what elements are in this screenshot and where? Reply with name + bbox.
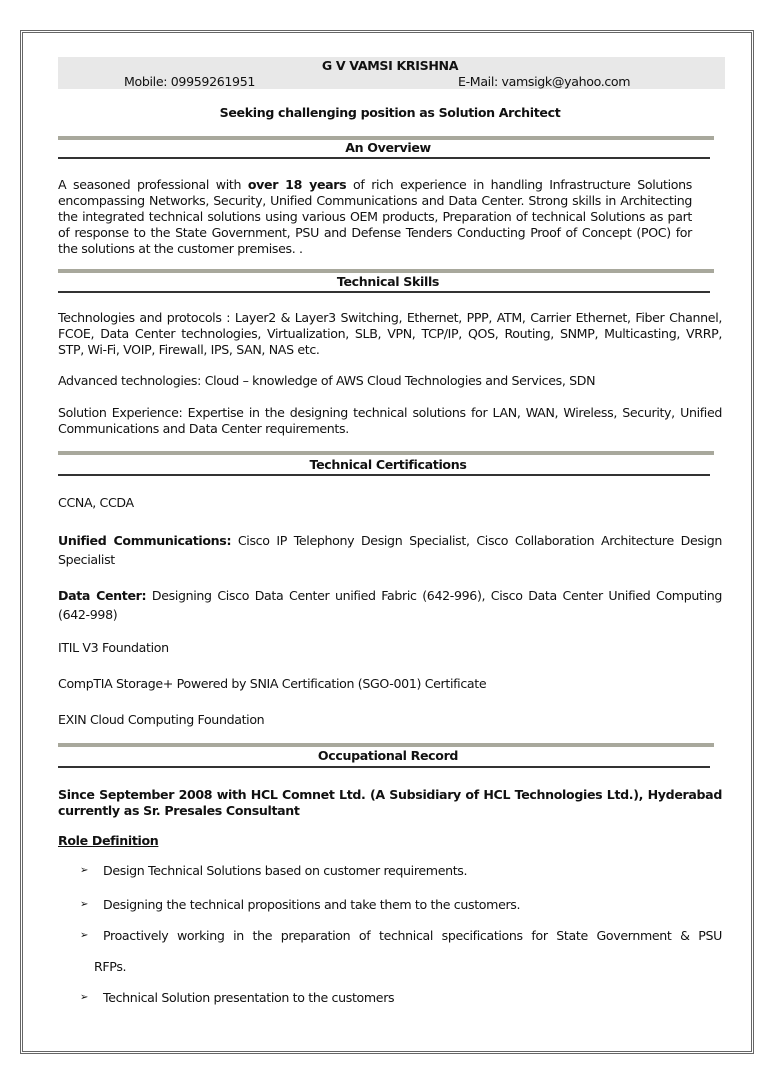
cert-dc-text: Designing Cisco Data Center unified Fabric (642-996), Cisco Data Center Unified Computing (642-998) [58,588,723,622]
overview-post: of rich experience in handling Infrastructure Solutions encompassing Networks, Security, Unified Communications and Data Center. Strong skills in Architecting the integrated technical solutions using various OEM products, Preparation of technical Solutions as part of response to the State Government, PSU and Defense Tenders Conducting Proof of Concept (POC) for the solutions at the customer premises. . [58,177,692,256]
cert-uc [58,531,722,569]
arrow-bullet-icon: ➢ [80,992,89,1003]
divider [58,269,714,273]
section-heading-overview: An Overview [345,140,431,155]
list-item [80,897,722,913]
arrow-bullet-icon: ➢ [80,930,89,941]
section-heading-certs: Technical Certifications [309,457,467,472]
overview-pre: A seasoned professional with [58,177,248,192]
divider [58,743,714,747]
arrow-bullet-icon: ➢ [80,865,89,876]
cert-itil: ITIL V3 Foundation [58,640,169,655]
cert-exin: EXIN Cloud Computing Foundation [58,712,265,727]
bullet-text: Proactively working in the preparation of technical specifications for State Government & PSU [103,928,722,943]
bullet-text: Technical Solution presentation to the customers [103,990,395,1005]
overview-text [58,177,692,257]
list-item [80,863,722,879]
employer: Since September 2008 with HCL Comnet Ltd. (A Subsidiary of HCL Technologies Ltd.), Hyderabad currently as Sr. Presales Consultant [58,787,722,818]
candidate-name: G V VAMSI KRISHNA [321,58,459,73]
overview-bold: over 18 years [247,177,347,192]
cert-comptia: CompTIA Storage+ Powered by SNIA Certification (SGO-001) Certificate [58,676,487,691]
list-item [80,928,722,944]
section-heading-skills: Technical Skills [336,274,440,289]
cert-uc-text: Cisco IP Telephony Design Specialist, Cisco Collaboration Architecture Design Specialist [58,533,722,567]
divider [58,766,710,768]
skills-protocols: Technologies and protocols : Layer2 & Layer3 Switching, Ethernet, PPP, ATM, Carrier Ethernet, Fiber Channel, FCOE, Data Center technologies, Virtualization, SLB, VPN, TCP/IP, QOS, Routing, SNMP, Multicasting, VRRP, STP, Wi-Fi, VOIP, Firewall, IPS, SAN, NAS etc. [58,310,722,357]
skills-advanced: Advanced technologies: Cloud – knowledge of AWS Cloud Technologies and Services, SDN [58,373,596,388]
bullet-text: Design Technical Solutions based on customer requirements. [103,863,468,878]
list-item [80,990,722,1006]
cert-dc [58,586,722,624]
bullet-continuation: RFPs. [94,959,127,974]
arrow-bullet-icon: ➢ [80,899,89,910]
skills-solution: Solution Experience: Expertise in the designing technical solutions for LAN, WAN, Wireless, Security, Unified Communications and Data Center requirements. [58,405,722,436]
role-heading: Role Definition [58,833,159,848]
bullet-text: Designing the technical propositions and take them to the customers. [103,897,521,912]
mobile: Mobile: 09959261951 [124,74,256,89]
cert-ccna: CCNA, CCDA [58,495,134,510]
objective: Seeking challenging position as Solution Architect [219,105,561,120]
divider [58,291,710,293]
cert-dc-label: Data Center: [58,588,147,603]
divider [58,474,710,476]
divider [58,451,714,455]
section-heading-occupation: Occupational Record [317,748,459,763]
cert-uc-label: Unified Communications: [58,533,232,548]
divider [58,157,710,159]
email: E-Mail: vamsigk@yahoo.com [458,74,631,89]
